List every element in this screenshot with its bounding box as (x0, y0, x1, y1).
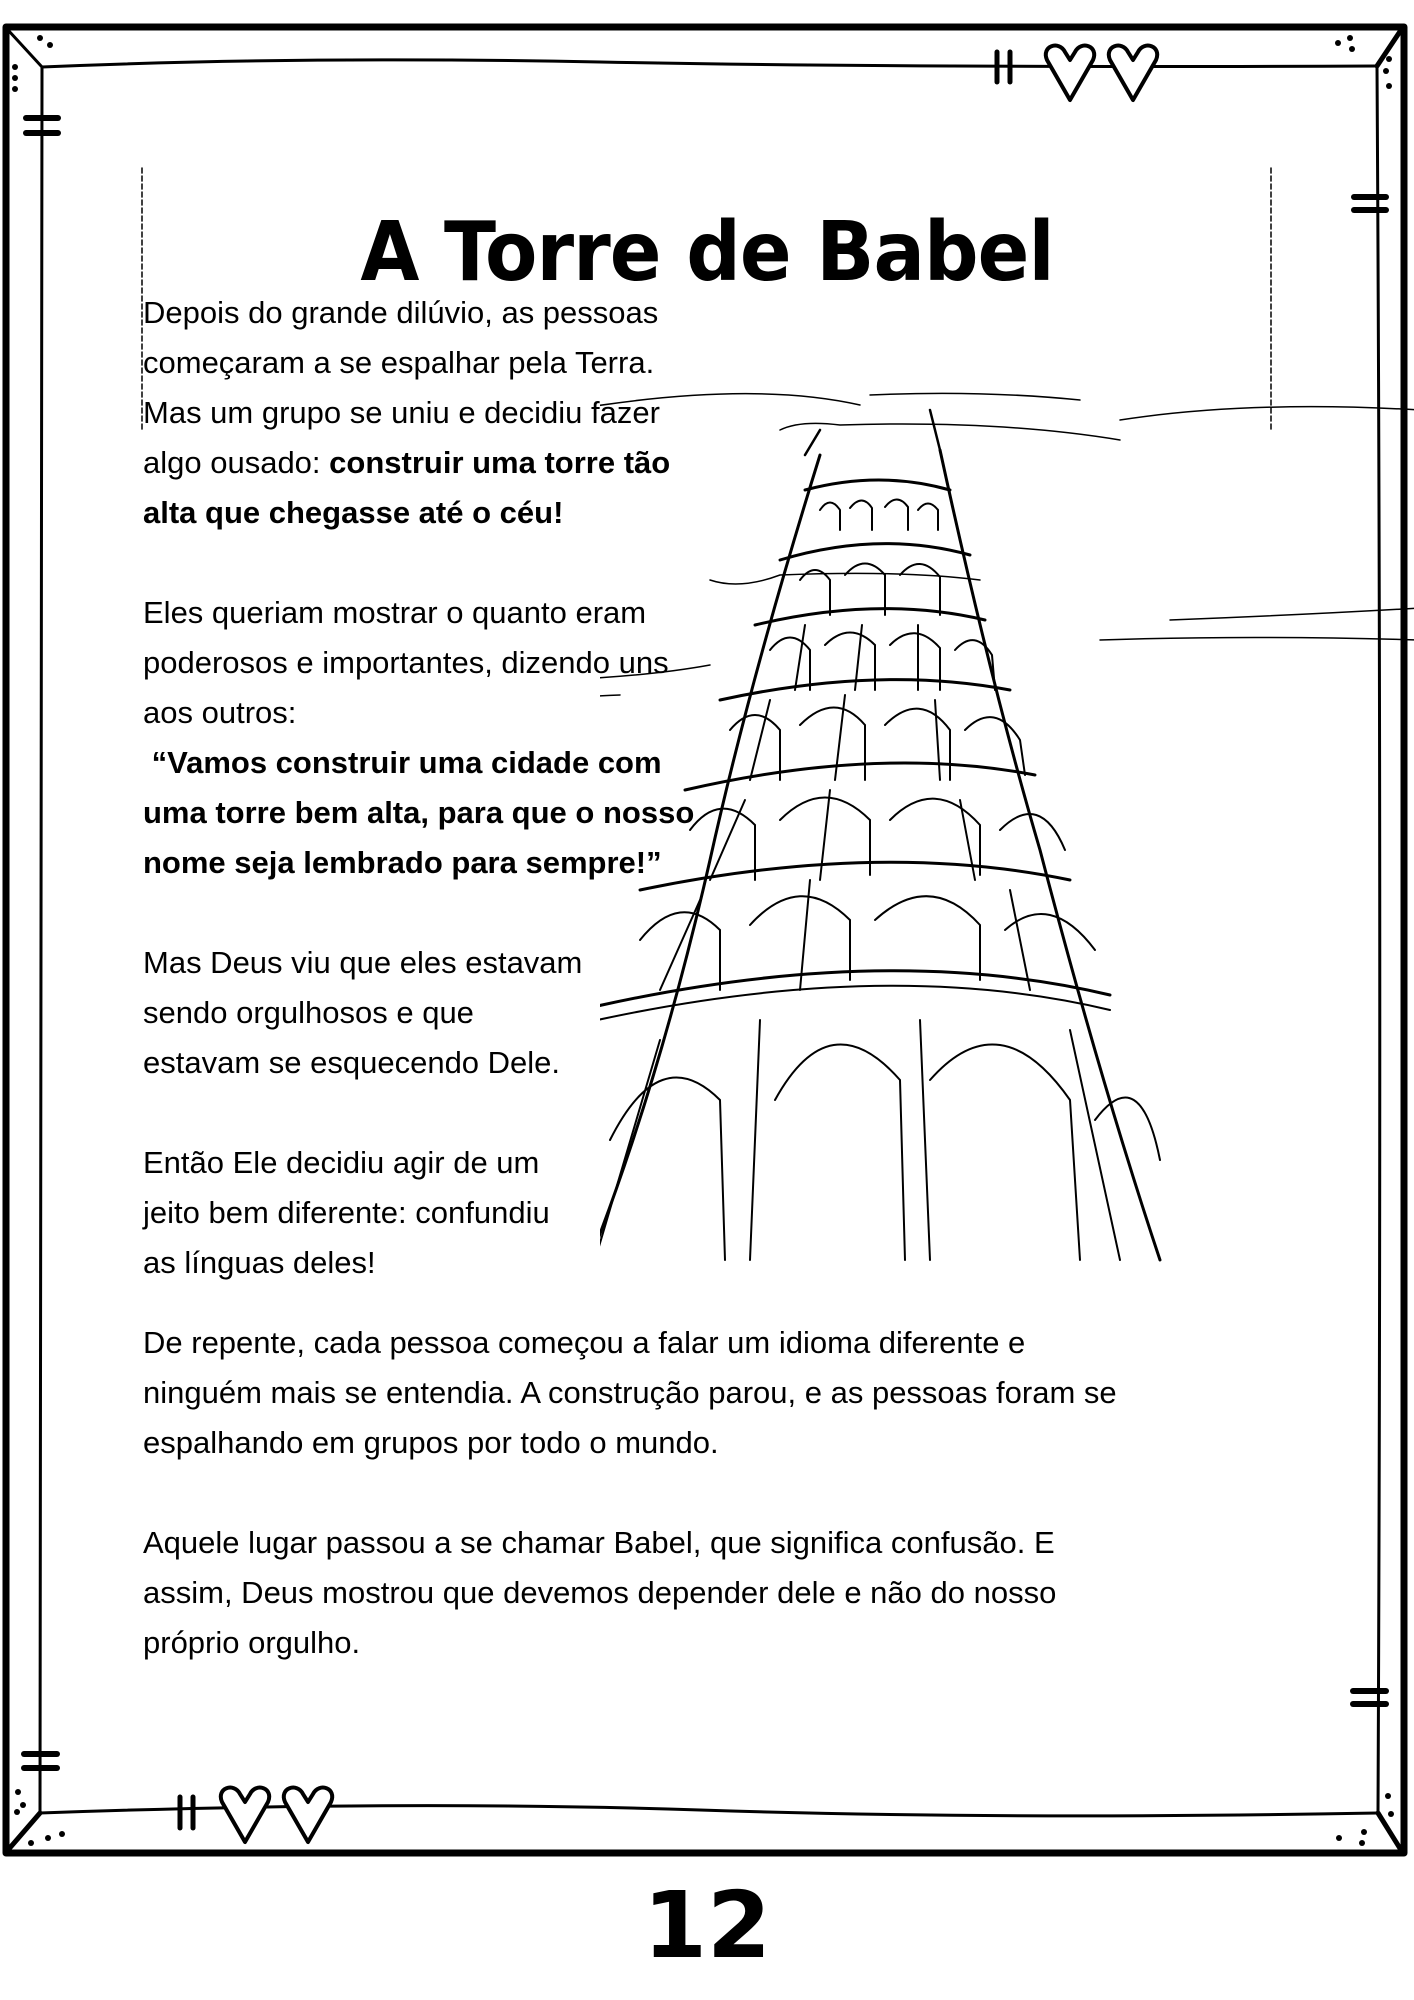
page-number: 12 (642, 1872, 772, 1979)
quote-line (143, 788, 763, 838)
text-line: Eles queriam mostrar o quanto eram (143, 595, 647, 630)
text-line: espalhando em grupos por todo o mundo. (143, 1425, 719, 1460)
text-fragment: algo ousado: (143, 445, 330, 480)
bottom-hearts (210, 1780, 350, 1850)
text-line: próprio orgulho. (143, 1625, 361, 1660)
text-line: estavam se esquecendo Dele. (143, 1045, 561, 1080)
story-paragraph-1 (143, 288, 763, 538)
text-line: ninguém mais se entendia. A construção parou, e as pessoas foram se (143, 1375, 1117, 1410)
text-line: De repente, cada pessoa começou a falar um idioma diferente e (143, 1325, 1026, 1360)
quote-line (143, 838, 763, 888)
story-paragraph-6 (143, 1518, 1303, 1668)
story-paragraph-3 (143, 938, 763, 1088)
story-paragraph-2 (143, 588, 763, 888)
text-line: jeito bem diferente: confundiu (143, 1195, 550, 1230)
story-column-top (143, 288, 763, 1338)
text-line: começaram a se espalhar pela Terra. (143, 345, 655, 380)
text-line: assim, Deus mostrou que devemos depender dele e não do nosso (143, 1575, 1057, 1610)
text-line: Então Ele decidiu agir de um (143, 1145, 540, 1180)
story-column-bottom (143, 1318, 1303, 1718)
quote-text: uma torre bem alta, para que o nosso (143, 795, 695, 830)
text-line: poderosos e importantes, dizendo uns (143, 645, 669, 680)
text-line: aos outros: (143, 695, 297, 730)
text-line: Depois do grande dilúvio, as pessoas (143, 295, 659, 330)
text-line: Aquele lugar passou a se chamar Babel, que significa confusão. E (143, 1525, 1055, 1560)
quote-text: nome seja lembrado para sempre!” (143, 845, 662, 880)
quote-text: “Vamos construir uma cidade com (143, 745, 662, 780)
story-paragraph-5 (143, 1318, 1303, 1468)
story-paragraph-4 (143, 1138, 763, 1288)
text-line (143, 488, 763, 538)
heart-icon (1046, 46, 1094, 100)
heart-icon (221, 1788, 269, 1842)
quote-line (143, 738, 763, 788)
emphasis-text: construir uma torre tão (329, 445, 671, 480)
page-title: A Torre de Babel (360, 204, 1054, 300)
text-line: Mas um grupo se uniu e decidiu fazer (143, 395, 660, 430)
text-line (143, 438, 763, 488)
top-hearts (1035, 38, 1175, 108)
heart-icon (284, 1788, 332, 1842)
emphasis-text: alta que chegasse até o céu! (143, 495, 564, 530)
text-line: sendo orgulhosos e que (143, 995, 474, 1030)
text-line: Mas Deus viu que eles estavam (143, 945, 583, 980)
text-line: as línguas deles! (143, 1245, 376, 1280)
heart-icon (1109, 46, 1157, 100)
